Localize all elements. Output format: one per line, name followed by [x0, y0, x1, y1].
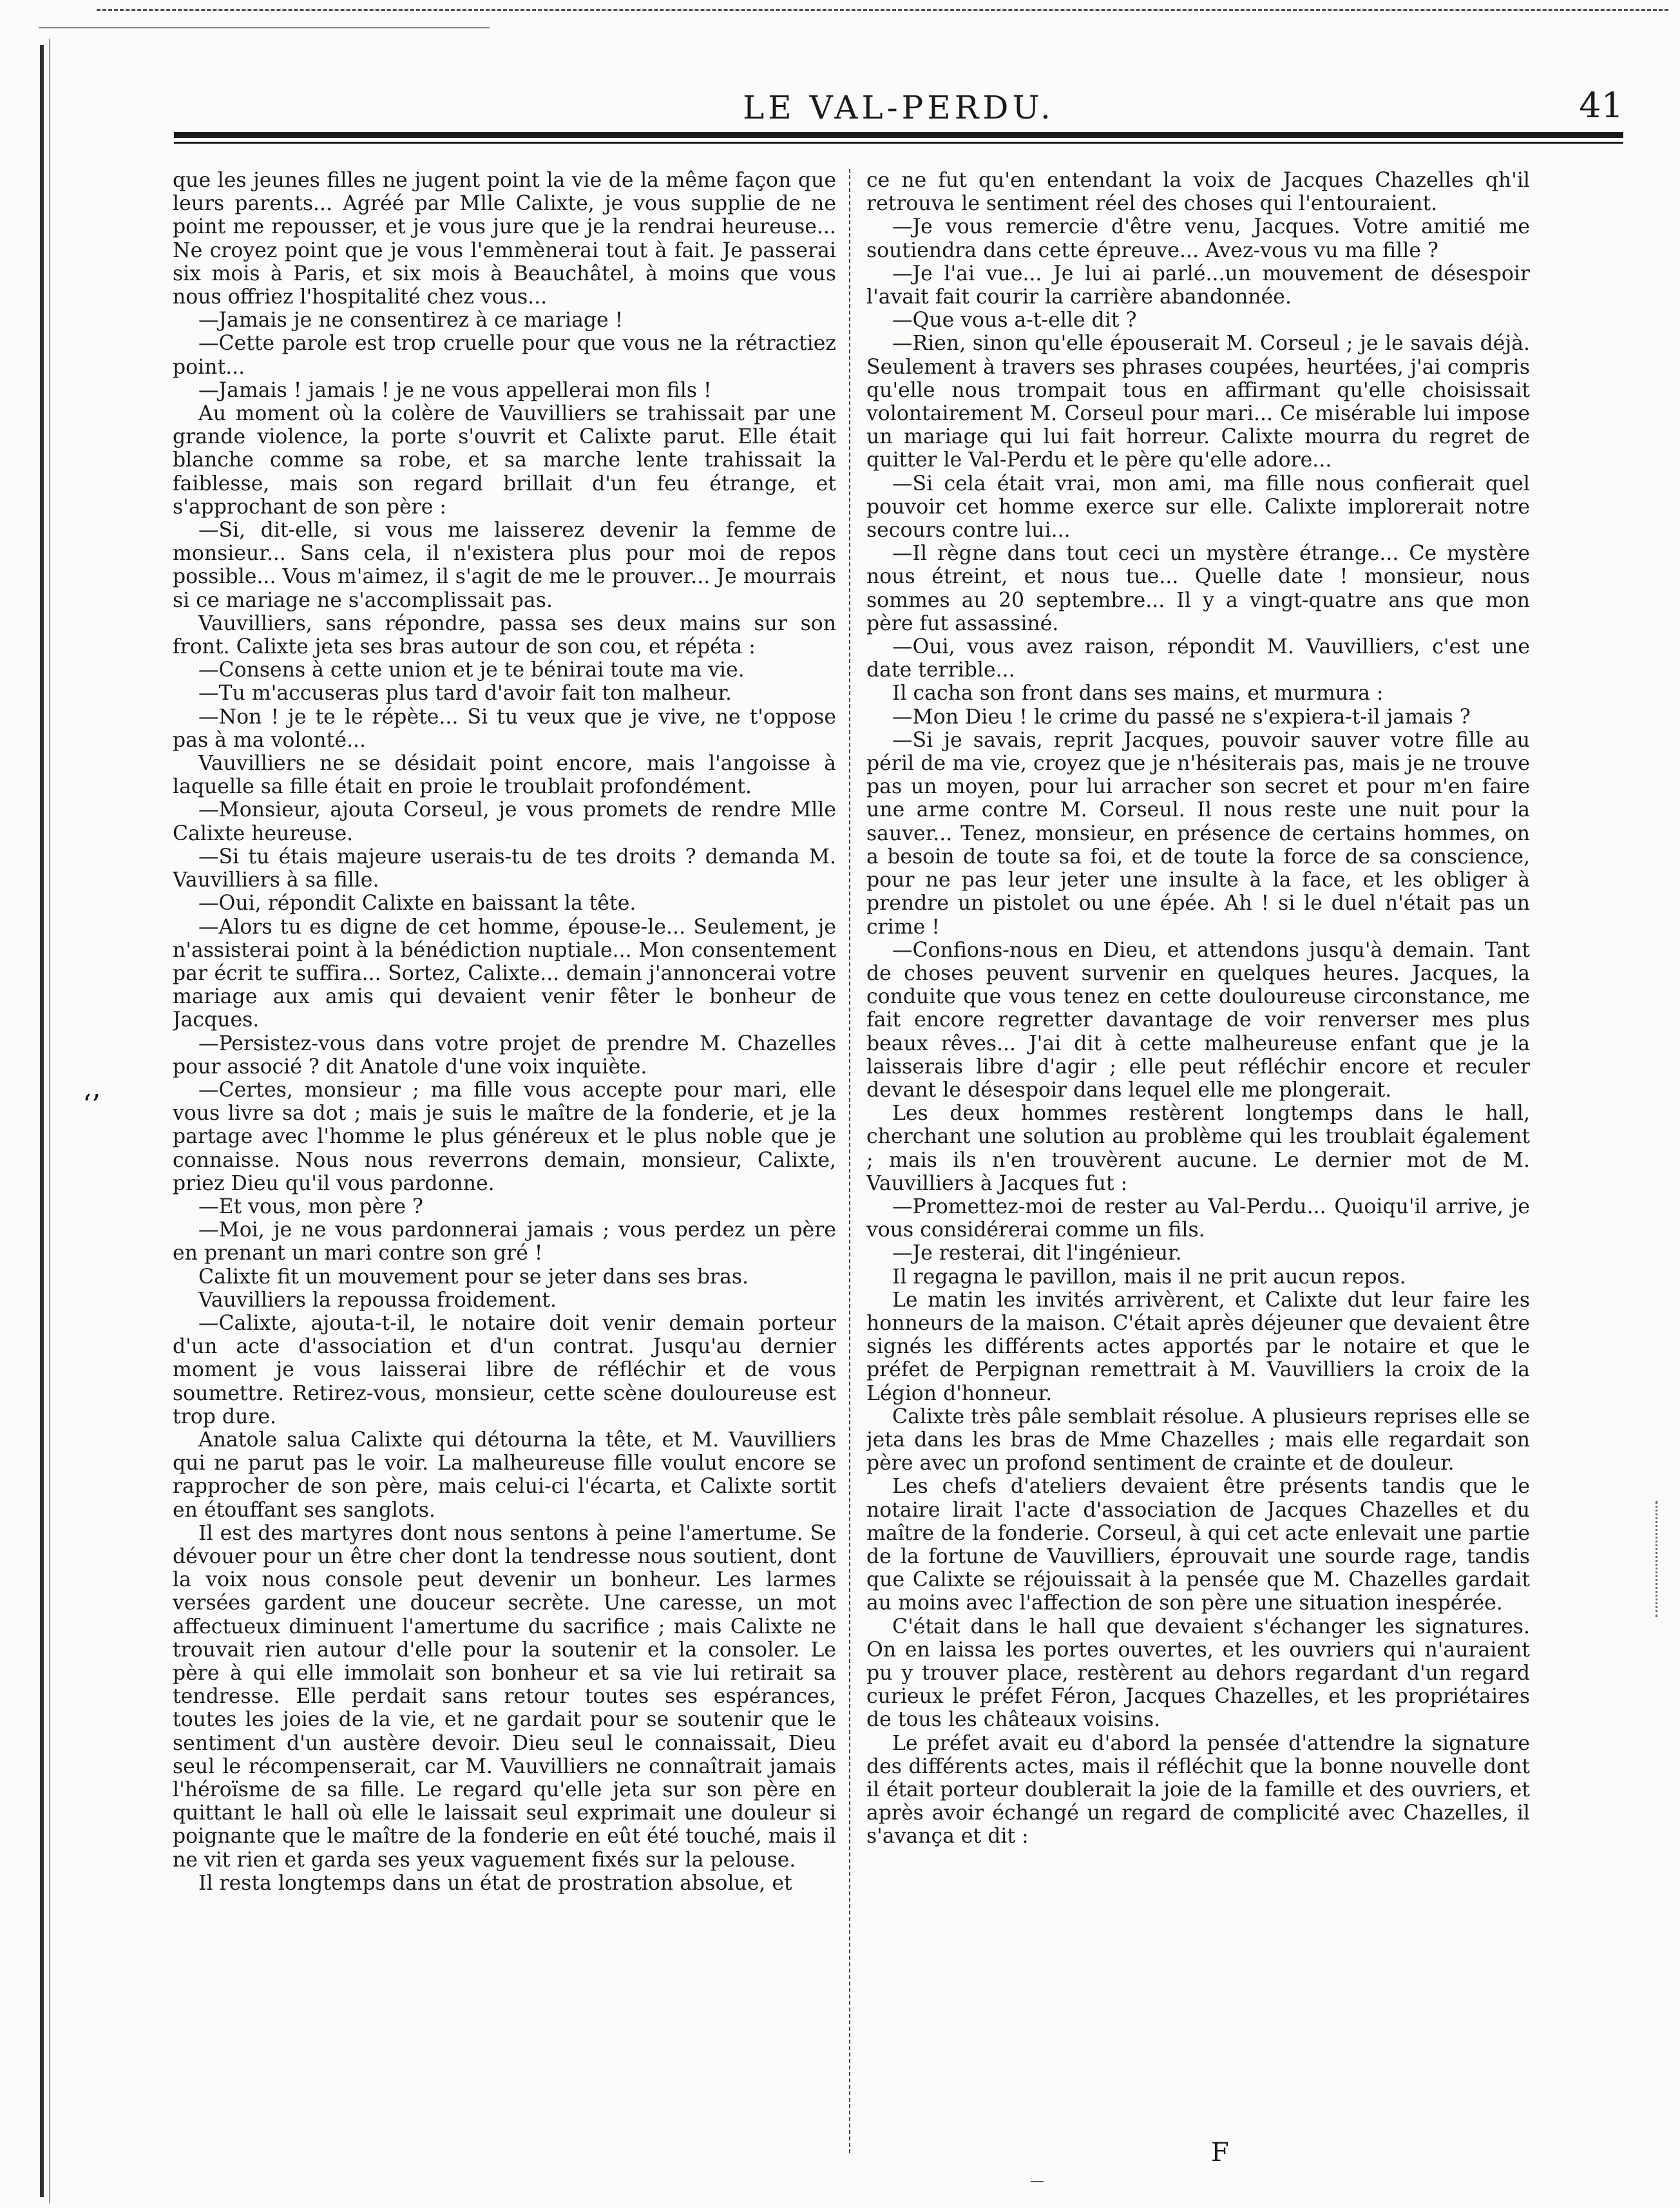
- scan-binding-shadow: [49, 39, 50, 2203]
- paragraph: —Mon Dieu ! le crime du passé ne s'expiera-t-il jamais ?: [892, 705, 1471, 729]
- paragraph: —Alors tu es digne de cet homme, épouse-le... Seulement, je n'assisterai point à la bénédiction nuptiale... Mon consentement par écrit te suffira... Sortez, Calixte... demain j'annoncerai votre mariage aux amis qui devaient venir fêter le bonheur de Jacques.: [173, 915, 836, 1032]
- paragraph: Vauvilliers, sans répondre, passa ses deux mains sur son front. Calixte jeta ses bras autour de son cou, et répéta :: [173, 611, 836, 659]
- signature-mark: F: [1211, 2138, 1229, 2167]
- paragraph: Il resta longtemps dans un état de prostration absolue, et: [198, 1871, 792, 1895]
- paragraph: —Confions-nous en Dieu, et attendons jusqu'à demain. Tant de choses peuvent survenir en quelques heures. Jacques, la conduite que vous tenez en cette douloureuse circonstance, me fait encore regretter davantage de voir renverser mes plus beaux rêves... J'ai dit à cette malheureuse enfant que je la laisserais libre d'agir ; elle peut réfléchir encore et reculer devant le désespoir dans lequel elle me plongerait.: [866, 938, 1530, 1102]
- left-column: [173, 169, 836, 2173]
- paragraph: Vauvilliers ne se désidait point encore, mais l'angoisse à laquelle sa fille était en proie le troublait profondément.: [173, 752, 836, 799]
- paragraph: —Si cela était vrai, mon ami, ma fille nous confierait quel pouvoir cet homme exerce sur elle. Calixte implorerait notre secours contre lui...: [866, 472, 1530, 542]
- paragraph: —Calixte, ajouta-t-il, le notaire doit venir demain porteur d'un acte d'association et d'un contrat. Jusqu'au dernier moment je vous laisserai libre de réfléchir et de vous soumettre. Retirez-vous, monsieur, cette scène douloureuse est trop dure.: [173, 1311, 836, 1428]
- paragraph: —Jamais ! jamais ! je ne vous appellerai mon fils !: [198, 378, 712, 402]
- header-rule-thin: [174, 142, 1623, 144]
- column-divider: [849, 169, 850, 2153]
- paragraph: —Il règne dans tout ceci un mystère étrange... Ce mystère nous étreint, et nous tue... Quelle date ! monsieur, nous sommes au 20 septembre... Il y a vingt-quatre ans que mon père fut assassiné.: [866, 542, 1530, 635]
- paragraph: —Tu m'accuseras plus tard d'avoir fait ton malheur.: [198, 682, 732, 706]
- running-title: LE VAL-PERDU.: [743, 89, 1055, 126]
- paragraph: —Si, dit-elle, si vous me laisserez devenir la femme de monsieur... Sans cela, il n'existera plus pour moi de repos possible... Vous m'aimez, il s'agit de me le prouver... Je mourrais si ce mariage ne s'accomplissait pas.: [173, 519, 836, 612]
- paragraph: Les chefs d'ateliers devaient être présents tandis que le notaire lirait l'acte d'association de Jacques Chazelles et du maître de la fonderie. Corseul, à qui cet acte enlevait une partie de la fortune de Vauvilliers, éprouvait une sourde rage, tandis que Calixte se réjouissait à la pensée que M. Chazelles gardait au moins avec l'affection de son père une situation inespérée.: [866, 1475, 1530, 1615]
- paragraph: Vauvilliers la repoussa froidement.: [198, 1288, 557, 1312]
- scan-right-ticks: [1656, 1501, 1661, 1617]
- foot-mark: [1031, 2181, 1044, 2182]
- paragraph: —Non ! je te le répète... Si tu veux que je vive, ne t'oppose pas à ma volonté...: [173, 705, 836, 752]
- paragraph: Il regagna le pavillon, mais il ne prit aucun repos.: [892, 1265, 1406, 1289]
- paragraph: —Monsieur, ajouta Corseul, je vous promets de rendre Mlle Calixte heureuse.: [173, 798, 836, 845]
- margin-mark: ‘’: [82, 1089, 100, 1122]
- paragraph: Calixte fit un mouvement pour se jeter dans ses bras.: [198, 1265, 749, 1289]
- paragraph: —Persistez-vous dans votre projet de prendre M. Chazelles pour associé ? dit Anatole d'une voix inquiète.: [173, 1032, 836, 1079]
- scan-binding-edge: [40, 45, 44, 2197]
- scan-top-edge: [97, 9, 1668, 11]
- paragraph: —Promettez-moi de rester au Val-Perdu... Quoiqu'il arrive, je vous considérerai comme un fils.: [866, 1195, 1530, 1242]
- scan-top-rule: [39, 27, 490, 28]
- paragraph: que les jeunes filles ne jugent point la vie de la même façon que leurs parents... Agréé par Mlle Calixte, je vous supplie de ne point me repousser, et je vous jure que je la rendrai heureuse... Ne croyez point que je vous l'emmènerai tout à fait. Je passerai six mois à Paris, et six mois à Beauchâtel, à moins que vous nous offriez l'hospitalité chez vous...: [173, 169, 836, 309]
- paragraph: —Moi, je ne vous pardonnerai jamais ; vous perdez un père en prenant un mari contre son gré !: [173, 1218, 836, 1265]
- paragraph: Au moment où la colère de Vauvilliers se trahissait par une grande violence, la porte s'ouvrit et Calixte parut. Elle était blanche comme sa robe, et sa marche lente trahissait la faiblesse, mais son regard brillait d'un feu étrange, et s'approchant de son père :: [173, 402, 836, 519]
- paragraph: Il est des martyres dont nous sentons à peine l'amertume. Se dévouer pour un être cher dont la tendresse nous soutient, dont la voix nous console peut devenir un bonheur. Les larmes versées gardent une douceur secrète. Une caresse, un mot affectueux diminuent l'amertume du sacrifice ; mais Calixte ne trouvait rien autour d'elle pour la soutenir et la consoler. Le père à qui elle immolait son bonheur et sa vie lui retirait sa tendresse. Elle perdait sans retour toutes ses espérances, toutes les joies de la vie, et ne gardait pour se soutenir que le sentiment d'un austère devoir. Dieu seul le connaissait, Dieu seul le récompenserait, car M. Vauvilliers ne connaîtrait jamais l'héroïsme de sa fille. Le regard qu'elle jeta sur son père en quittant le hall où elle le laissait seul exprimait une douleur si poignante que le maître de la fonderie en eût été touché, mais il ne vit rien et garda ses yeux vaguement fixés sur la pelouse.: [173, 1521, 836, 1872]
- paragraph: —Consens à cette union et je te bénirai toute ma vie.: [198, 658, 745, 682]
- paragraph: —Oui, vous avez raison, répondit M. Vauvilliers, c'est une date terrible...: [866, 635, 1530, 682]
- paragraph: ce ne fut qu'en entendant la voix de Jacques Chazelles qh'il retrouva le sentiment réel des choses qui l'entouraient.: [866, 169, 1530, 216]
- paragraph: —Je resterai, dit l'ingénieur.: [892, 1242, 1182, 1265]
- paragraph: —Je vous remercie d'être venu, Jacques. Votre amitié me soutiendra dans cette épreuve... Avez-vous vu ma fille ?: [866, 215, 1530, 262]
- paragraph: —Oui, répondit Calixte en baissant la tête.: [198, 892, 636, 916]
- paragraph: —Si je savais, reprit Jacques, pouvoir sauver votre fille au péril de ma vie, croyez que je n'hésiterais pas, mais je ne trouve pas un moyen, pour lui arracher son secret et pour m'en faire une arme contre M. Corseul. Il nous reste une nuit pour la sauver... Tenez, monsieur, en présence de certains hommes, on a besoin de toute sa foi, et de toute la force de sa conscience, pour ne pas leur jeter une insulte à la face, et les obliger à prendre un pistolet ou une épée. Ah ! si le duel n'était pas un crime !: [866, 728, 1530, 939]
- paragraph: —Certes, monsieur ; ma fille vous accepte pour mari, elle vous livre sa dot ; mais je suis le maître de la fonderie, et je la partage avec l'homme le plus généreux et le plus noble que je connaisse. Nous nous reverrons demain, monsieur, Calixte, priez Dieu qu'il vous pardonne.: [173, 1078, 836, 1195]
- paragraph: Le préfet avait eu d'abord la pensée d'attendre la signature des différents actes, mais il réfléchit que la bonne nouvelle dont il était porteur doublerait la joie de la famille et des ouvriers, et après avoir échangé un regard de complicité avec Chazelles, il s'avança et dit :: [866, 1731, 1530, 1848]
- paragraph: Le matin les invités arrivèrent, et Calixte dut leur faire les honneurs de la maison. C'était après déjeuner que devaient être signés les différents actes apportés par le notaire et que le préfet de Perpignan remettrait à M. Vauvilliers la croix de la Légion d'honneur.: [866, 1288, 1530, 1405]
- right-column: [866, 169, 1530, 2173]
- page-header: [174, 84, 1623, 129]
- header-rule-thick: [174, 132, 1623, 138]
- paragraph: —Rien, sinon qu'elle épouserait M. Corseul ; je le savais déjà. Seulement à travers ses phrases coupées, heurtées, j'ai compris qu'elle nous trompait tous en affirmant qu'elle choisissait volontairement M. Corseul pour mari... Ce misérable lui impose un mariage qui lui fait horreur. Calixte mourra du regret de quitter le Val-Perdu et le père qu'elle adore...: [866, 332, 1530, 472]
- paragraph: —Je l'ai vue... Je lui ai parlé...un mouvement de désespoir l'avait fait courir la carrière abandonnée.: [866, 262, 1530, 309]
- paragraph: Calixte très pâle semblait résolue. A plusieurs reprises elle se jeta dans les bras de Mme Chazelles ; mais elle regardait son père avec un profond sentiment de crainte et de douleur.: [866, 1405, 1530, 1475]
- paragraph: Il cacha son front dans ses mains, et murmura :: [892, 682, 1384, 706]
- paragraph: —Que vous a-t-elle dit ?: [892, 309, 1137, 332]
- paragraph: —Cette parole est trop cruelle pour que vous ne la rétractiez point...: [173, 332, 836, 379]
- paragraph: —Si tu étais majeure userais-tu de tes droits ? demanda M. Vauvilliers à sa fille.: [173, 845, 836, 892]
- page-number: 41: [1579, 85, 1623, 126]
- paragraph: Anatole salua Calixte qui détourna la tête, et M. Vauvilliers qui ne parut pas le voir. La malheureuse fille voulut encore se rapprocher de son père, mais celui-ci l'écarta, et Calixte sortit en étouffant ses sanglots.: [173, 1428, 836, 1522]
- paragraph: C'était dans le hall que devaient s'échanger les signatures. On en laissa les portes ouvertes, et les ouvriers qui n'auraient pu y trouver place, restèrent au dehors regardant d'un regard curieux le préfet Féron, Jacques Chazelles, et les propriétaires de tous les châteaux voisins.: [866, 1615, 1530, 1732]
- paragraph: Les deux hommes restèrent longtemps dans le hall, cherchant une solution au problème qui les troublait également ; mais ils n'en trouvèrent aucune. Le dernier mot de M. Vauvilliers à Jacques fut :: [866, 1102, 1530, 1195]
- paragraph: —Et vous, mon père ?: [198, 1195, 423, 1218]
- paragraph: —Jamais je ne consentirez à ce mariage !: [198, 309, 624, 332]
